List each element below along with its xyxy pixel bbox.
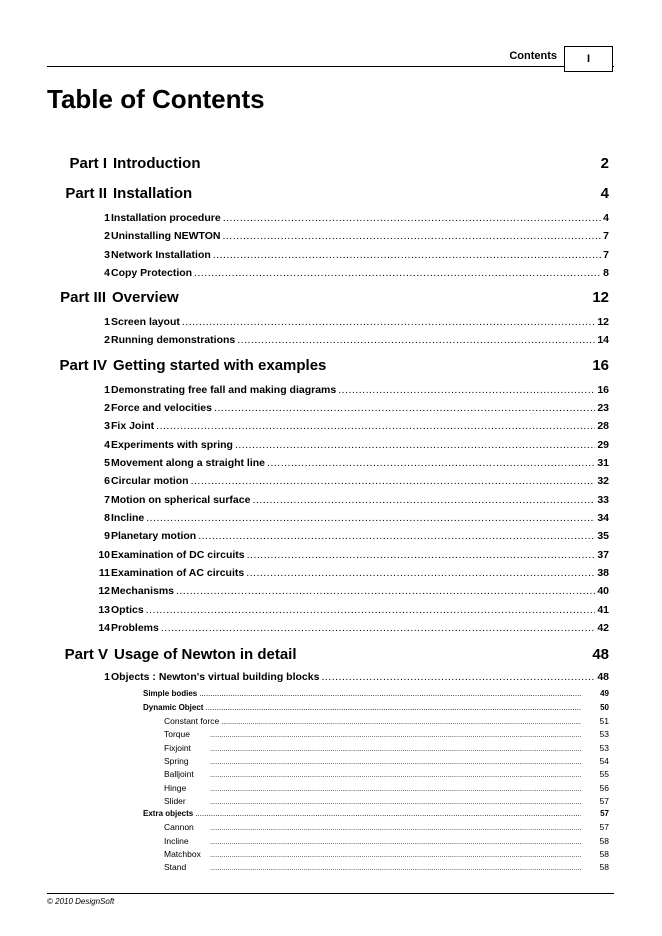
toc-dot-leader	[223, 212, 601, 224]
toc-entry-row[interactable]	[96, 249, 609, 261]
toc-entry-title: Screen layout	[111, 316, 180, 328]
toc-entry-row[interactable]	[96, 334, 609, 346]
toc-sub-title: Spring	[164, 756, 189, 766]
toc-sub-title: Extra objects	[143, 809, 194, 818]
toc-dot-leader	[210, 862, 581, 872]
toc-entry-row[interactable]	[96, 267, 609, 279]
toc-entry-page: 34	[597, 512, 609, 524]
toc-dot-leader	[210, 796, 581, 806]
toc-part-page: 16	[592, 357, 609, 374]
toc-subsubsection-row[interactable]	[164, 796, 609, 806]
toc-entry-page: 40	[597, 585, 609, 597]
toc-entry-row[interactable]	[96, 439, 609, 451]
toc-entry-number: 5	[104, 457, 110, 469]
toc-entry-page: 31	[597, 457, 609, 469]
toc-part-label: Part IV	[59, 357, 107, 374]
toc-entry-number: 4	[104, 439, 110, 451]
toc-dot-leader	[161, 622, 595, 634]
toc-sub-title: Balljoint	[164, 769, 194, 779]
toc-dot-leader	[210, 849, 581, 859]
toc-part-title: Getting started with examples	[113, 357, 327, 374]
toc-subsubsection-row[interactable]	[164, 849, 609, 859]
toc-entry-title: Running demonstrations	[111, 334, 236, 346]
footer-rule	[47, 893, 614, 894]
toc-entry-title: Examination of AC circuits	[111, 567, 245, 579]
toc-entry-page: 32	[597, 475, 609, 487]
header-page-box: I	[564, 46, 613, 72]
toc-entry-number: 11	[98, 567, 110, 579]
toc-sub-title: Simple bodies	[143, 689, 198, 698]
toc-entry-row[interactable]	[96, 457, 609, 469]
toc-entry-page: 29	[597, 439, 609, 451]
toc-entry-number: 2	[104, 230, 110, 242]
toc-part-label: Part I	[69, 155, 107, 172]
toc-entry-row[interactable]	[96, 316, 609, 328]
toc-entry-page: 42	[597, 622, 609, 634]
toc-dot-leader	[182, 316, 595, 328]
toc-sub-title: Matchbox	[164, 849, 201, 859]
toc-entry-row[interactable]	[96, 420, 609, 432]
toc-part-page: 48	[592, 646, 609, 663]
toc-entry-row[interactable]	[96, 494, 609, 506]
toc-part-title: Installation	[113, 185, 193, 202]
toc-entry-number: 7	[104, 494, 110, 506]
toc-entry-row[interactable]	[96, 549, 609, 561]
toc-dot-leader	[210, 822, 581, 832]
toc-sub-page: 56	[599, 783, 609, 793]
toc-sub-title: Constant force	[164, 716, 220, 726]
toc-subsubsection-row[interactable]	[164, 862, 609, 872]
toc-entry-title: Planetary motion	[111, 530, 197, 542]
toc-sub-title: Slider	[164, 796, 186, 806]
toc-entry-row[interactable]	[96, 230, 609, 242]
toc-entry-number: 1	[104, 212, 110, 224]
toc-sub-title: Incline	[164, 836, 189, 846]
toc-dot-leader	[156, 420, 595, 432]
toc-entry-row[interactable]	[96, 585, 609, 597]
header-title: Contents	[509, 50, 557, 62]
footer-copyright: © 2010 DesignSoft	[47, 897, 115, 906]
toc-sub-page: 58	[599, 849, 609, 859]
toc-part-row[interactable]	[47, 155, 609, 172]
toc-part-page: 4	[600, 185, 609, 202]
toc-sub-page: 58	[599, 862, 609, 872]
toc-entry-number: 8	[104, 512, 110, 524]
toc-part-page: 12	[592, 289, 609, 306]
toc-dot-leader	[191, 475, 596, 487]
toc-sub-title: Torque	[164, 729, 190, 739]
toc-entry-page: 41	[597, 604, 609, 616]
toc-sub-title: Cannon	[164, 822, 194, 832]
toc-dot-leader	[214, 402, 595, 414]
toc-sub-title: Hinge	[164, 783, 187, 793]
toc-entry-page: 48	[597, 671, 609, 683]
toc-entry-page: 4	[603, 212, 609, 224]
toc-entry-number: 9	[104, 530, 110, 542]
toc-dot-leader	[235, 439, 595, 451]
toc-entry-row[interactable]	[96, 671, 609, 683]
toc-entry-number: 3	[104, 249, 110, 261]
toc-entry-row[interactable]	[96, 530, 609, 542]
toc-sub-title: Dynamic Object	[143, 703, 204, 712]
toc-entry-title: Experiments with spring	[111, 439, 233, 451]
toc-entry-page: 37	[597, 549, 609, 561]
toc-entry-title: Movement along a straight line	[111, 457, 266, 469]
toc-subsubsection-row[interactable]	[164, 836, 609, 846]
toc-subsubsection-row[interactable]	[164, 716, 609, 726]
toc-entry-number: 14	[98, 622, 110, 634]
toc-dot-leader	[210, 783, 581, 793]
toc-entry-number: 10	[98, 549, 110, 561]
toc-entry-number: 1	[104, 384, 110, 396]
toc-subsubsection-row[interactable]	[164, 822, 609, 832]
toc-part-page: 2	[600, 155, 609, 172]
toc-sub-page: 50	[600, 703, 609, 712]
toc-dot-leader	[321, 671, 595, 683]
toc-dot-leader	[210, 769, 581, 779]
toc-dot-leader	[195, 809, 581, 818]
toc-entry-title: Mechanisms	[111, 585, 175, 597]
toc-sub-page: 55	[599, 769, 609, 779]
toc-dot-leader	[210, 729, 581, 739]
toc-dot-leader	[198, 530, 595, 542]
toc-sub-page: 49	[600, 689, 609, 698]
toc-entry-title: Optics	[111, 604, 144, 616]
toc-entry-page: 35	[597, 530, 609, 542]
toc-entry-title: Motion on spherical surface	[111, 494, 251, 506]
toc-entry-number: 1	[104, 316, 110, 328]
header-rule	[47, 66, 614, 67]
toc-entry-row[interactable]	[96, 567, 609, 579]
toc-entry-page: 33	[597, 494, 609, 506]
toc-subsection-row[interactable]	[143, 689, 609, 698]
toc-dot-leader	[146, 512, 595, 524]
toc-entry-number: 13	[98, 604, 110, 616]
toc-subsection-row[interactable]	[143, 703, 609, 712]
toc-sub-page: 54	[599, 756, 609, 766]
toc-entry-title: Incline	[111, 512, 145, 524]
toc-entry-number: 12	[98, 585, 110, 597]
toc-entry-row[interactable]	[96, 384, 609, 396]
toc-entry-page: 7	[603, 249, 609, 261]
toc-entry-title: Demonstrating free fall and making diagrams	[111, 384, 337, 396]
toc-entry-title: Problems	[111, 622, 159, 634]
toc-dot-leader	[205, 703, 581, 712]
toc-entry-page: 12	[597, 316, 609, 328]
toc-dot-leader	[237, 334, 595, 346]
toc-sub-page: 51	[599, 716, 609, 726]
toc-entry-row[interactable]	[96, 622, 609, 634]
toc-dot-leader	[338, 384, 595, 396]
toc-sub-page: 58	[599, 836, 609, 846]
toc-part-label: Part II	[65, 185, 107, 202]
toc-subsection-row[interactable]	[143, 809, 609, 818]
toc-part-title: Introduction	[113, 155, 201, 172]
toc-dot-leader	[213, 249, 601, 261]
toc-entry-title: Fix Joint	[111, 420, 155, 432]
toc-entry-number: 6	[104, 475, 110, 487]
toc-entry-number: 2	[104, 334, 110, 346]
page-title: Table of Contents	[47, 84, 265, 114]
toc-entry-page: 28	[597, 420, 609, 432]
toc-subsubsection-row[interactable]	[164, 756, 609, 766]
toc-entry-number: 1	[104, 671, 110, 683]
toc-dot-leader	[199, 689, 581, 698]
toc-dot-leader	[247, 549, 596, 561]
toc-dot-leader	[210, 743, 581, 753]
toc-entry-row[interactable]	[96, 402, 609, 414]
toc-entry-title: Force and velocities	[111, 402, 212, 414]
toc-entry-title: Circular motion	[111, 475, 189, 487]
toc-entry-row[interactable]	[96, 512, 609, 524]
toc-subsubsection-row[interactable]	[164, 769, 609, 779]
toc-entry-row[interactable]	[96, 604, 609, 616]
toc-dot-leader	[222, 230, 601, 242]
toc-entry-number: 2	[104, 402, 110, 414]
toc-part-row[interactable]	[47, 289, 609, 306]
toc-part-title: Overview	[112, 289, 179, 306]
toc-dot-leader	[210, 836, 581, 846]
toc-entry-row[interactable]	[96, 475, 609, 487]
toc-dot-leader	[210, 756, 581, 766]
toc-entry-number: 3	[104, 420, 110, 432]
toc-part-row[interactable]	[47, 646, 609, 663]
toc-dot-leader	[221, 716, 581, 726]
toc-part-row[interactable]	[47, 185, 609, 202]
toc-entry-page: 38	[597, 567, 609, 579]
toc-dot-leader	[176, 585, 595, 597]
toc-dot-leader	[246, 567, 595, 579]
toc-entry-page: 16	[597, 384, 609, 396]
toc-entry-title: Installation procedure	[111, 212, 221, 224]
toc-entry-title: Objects : Newton's virtual building blocks	[111, 671, 320, 683]
toc-sub-page: 57	[599, 796, 609, 806]
toc-subsubsection-row[interactable]	[164, 729, 609, 739]
toc-sub-page: 57	[600, 809, 609, 818]
toc-dot-leader	[252, 494, 595, 506]
toc-entry-page: 14	[597, 334, 609, 346]
toc-sub-page: 57	[599, 822, 609, 832]
toc-dot-leader	[194, 267, 601, 279]
toc-subsubsection-row[interactable]	[164, 743, 609, 753]
toc-sub-title: Fixjoint	[164, 743, 191, 753]
toc-part-row[interactable]	[47, 357, 609, 374]
toc-entry-title: Network Installation	[111, 249, 211, 261]
toc-entry-page: 23	[597, 402, 609, 414]
toc-subsubsection-row[interactable]	[164, 783, 609, 793]
toc-entry-title: Copy Protection	[111, 267, 193, 279]
toc-entry-title: Uninstalling NEWTON	[111, 230, 221, 242]
toc-part-label: Part III	[60, 289, 106, 306]
toc-part-label: Part V	[64, 646, 108, 663]
toc-dot-leader	[146, 604, 596, 616]
toc-part-title: Usage of Newton in detail	[114, 646, 297, 663]
toc-entry-row[interactable]	[96, 212, 609, 224]
toc-sub-page: 53	[599, 743, 609, 753]
toc-entry-number: 4	[104, 267, 110, 279]
toc-sub-title: Stand	[164, 862, 187, 872]
toc-entry-page: 7	[603, 230, 609, 242]
toc-entry-title: Examination of DC circuits	[111, 549, 245, 561]
toc-sub-page: 53	[599, 729, 609, 739]
toc-entry-page: 8	[603, 267, 609, 279]
toc-dot-leader	[267, 457, 595, 469]
